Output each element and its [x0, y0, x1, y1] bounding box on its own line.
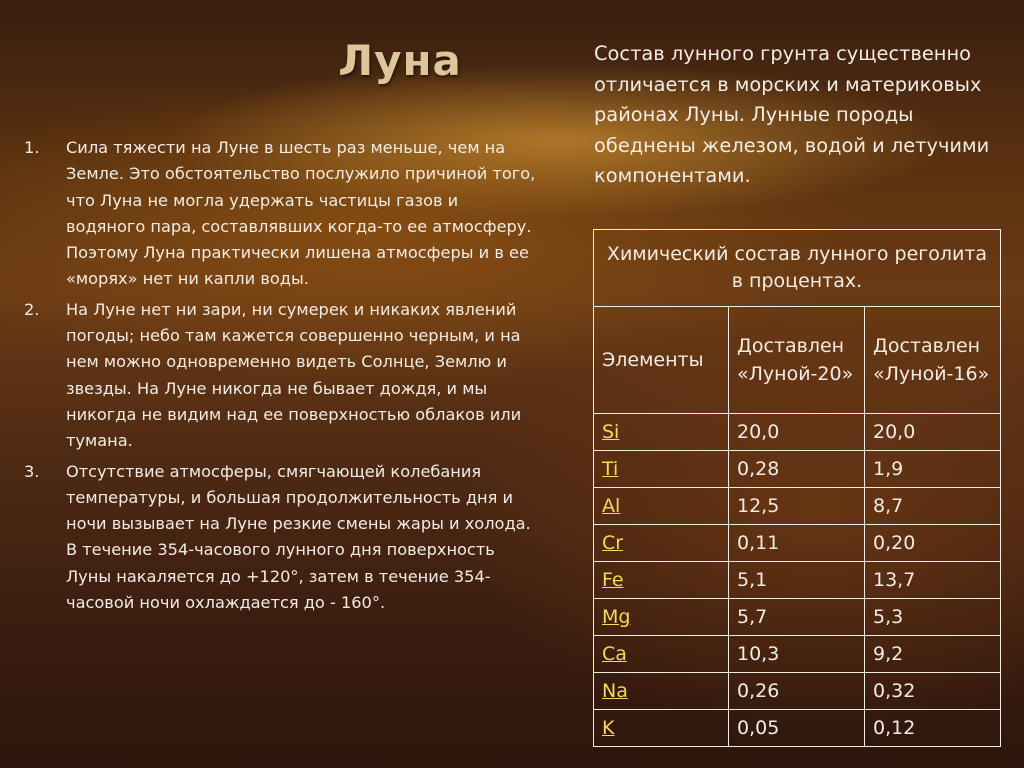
list-number: 2. — [24, 299, 40, 319]
soil-intro-text: Состав лунного грунта существенно отличается в морских и материковых районах Луны. Лунные породы обеднены железом, водой и летучими компонентами. — [594, 42, 990, 187]
table-row — [594, 525, 1001, 562]
list-text: На Луне нет ни зари, ни сумерек и никаких явлений погоды; небо там кажется совершенно черным, и на нем можно одновременно видеть Солнце, Землю и звезды. На Луне никогда не бывает дождя, и мы никогда не видим над ее поверхностью облаков или тумана. — [66, 299, 522, 451]
regolith-composition-table — [593, 229, 1001, 747]
cell-luna-16: 5,3 — [865, 599, 1001, 636]
table-row — [594, 562, 1001, 599]
list-item — [24, 459, 539, 617]
cell-luna-20: 0,11 — [729, 525, 865, 562]
element-link[interactable]: Ca — [602, 643, 627, 665]
list-text: Сила тяжести на Луне в шесть раз меньше, чем на Земле. Это обстоятельство послужило причиной того, что Луна не могла удержать частицы газов и водяного пара, составлявших когда-то ее атмосферу. Поэтому Луна практически лишена атмосферы и в ее «морях» нет ни капли воды. — [66, 138, 536, 289]
cell-luna-20: 5,7 — [729, 599, 865, 636]
element-link[interactable]: Ti — [602, 458, 619, 480]
cell-luna-20: 0,05 — [729, 710, 865, 747]
cell-luna-20: 5,1 — [729, 562, 865, 599]
element-link[interactable]: Cr — [602, 532, 624, 554]
table-row — [594, 636, 1001, 673]
cell-luna-16: 0,32 — [865, 673, 1001, 710]
column-header-elements: Элементы — [594, 307, 729, 414]
column-header-luna-20: Доставлен «Луной-20» — [729, 307, 865, 414]
element-link[interactable]: Fe — [602, 569, 624, 591]
cell-luna-16: 13,7 — [865, 562, 1001, 599]
cell-luna-16: 9,2 — [865, 636, 1001, 673]
cell-luna-16: 20,0 — [865, 414, 1001, 451]
element-link[interactable]: Si — [602, 421, 620, 443]
table-row — [594, 488, 1001, 525]
list-item — [24, 297, 539, 455]
table-caption: Химический состав лунного реголита в процентах. — [594, 230, 1001, 307]
cell-luna-16: 0,20 — [865, 525, 1001, 562]
list-number: 3. — [24, 461, 40, 481]
column-header-luna-16: Доставлен «Луной-16» — [865, 307, 1001, 414]
cell-luna-20: 12,5 — [729, 488, 865, 525]
table-row — [594, 710, 1001, 747]
element-link[interactable]: Mg — [602, 606, 631, 628]
cell-luna-16: 8,7 — [865, 488, 1001, 525]
cell-luna-20: 20,0 — [729, 414, 865, 451]
table-row — [594, 673, 1001, 710]
list-text: Отсутствие атмосферы, смягчающей колебания температуры, и большая продолжительность дня и ночи вызывает на Луне резкие смены жары и холода. В течение 354-часового лунного дня поверхность Луны накаляется до +120°, затем в течение 354-часовой ночи охлаждается до - 160°. — [66, 461, 531, 613]
slide-title: Луна — [338, 36, 462, 85]
table-row — [594, 414, 1001, 451]
cell-luna-16: 1,9 — [865, 451, 1001, 488]
cell-luna-20: 0,26 — [729, 673, 865, 710]
element-link[interactable]: K — [602, 717, 615, 739]
element-link[interactable]: Al — [602, 495, 621, 517]
table-row — [594, 451, 1001, 488]
cell-luna-20: 0,28 — [729, 451, 865, 488]
facts-list — [24, 135, 539, 620]
list-number: 1. — [24, 138, 40, 157]
cell-luna-16: 0,12 — [865, 710, 1001, 747]
cell-luna-20: 10,3 — [729, 636, 865, 673]
list-item — [24, 135, 539, 293]
table-row — [594, 599, 1001, 636]
element-link[interactable]: Na — [602, 680, 628, 702]
